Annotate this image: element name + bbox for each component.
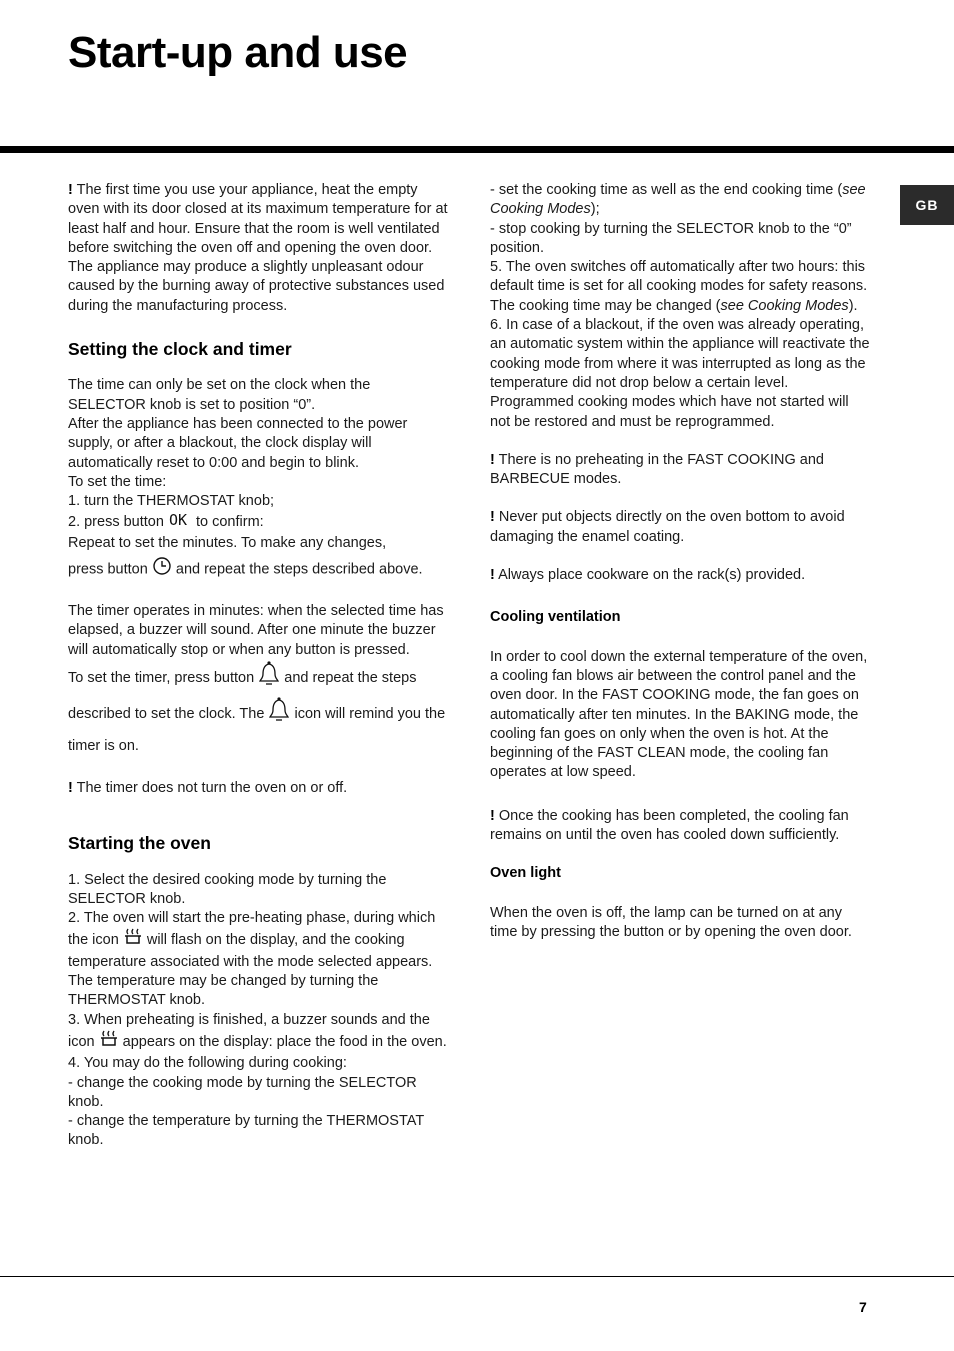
clock-change bbox=[68, 556, 448, 583]
left-column bbox=[68, 181, 448, 1151]
start-step-2-text-b: will flash on the display, and the cooking temperature associated with the mode selected appears. bbox=[68, 932, 433, 970]
cooling-warning bbox=[490, 807, 870, 846]
heading-oven-light: Oven light bbox=[490, 865, 561, 882]
start-step-temp: The temperature may be changed by turning the THERMOSTAT knob. bbox=[68, 973, 379, 1009]
see-cooking-modes-ref: see Cooking Modes bbox=[720, 297, 849, 314]
cooking-time-change-text-b: ). bbox=[848, 297, 858, 314]
language-tab: GB bbox=[900, 185, 954, 225]
intro-warning bbox=[68, 181, 448, 316]
start-step-2-text-a: 2. The oven will start the pre-heating phase, during which the icon bbox=[68, 910, 436, 949]
set-cooking-time-text-b: ); bbox=[590, 201, 600, 218]
note-oven-bottom bbox=[490, 508, 870, 547]
timer-text-c: icon will remind you the timer is on. bbox=[68, 705, 446, 754]
clock-change-text-a: press button bbox=[68, 561, 148, 578]
start-step-3 bbox=[68, 1011, 448, 1055]
warning-mark: ! bbox=[490, 509, 495, 526]
clock-icon bbox=[152, 556, 172, 583]
intro-text: The first time you use your appliance, heat the empty oven with its door closed at its maximum temperature for at least half and hour. Ensure that the room is well ventilated before switching the oven off and opening the oven door. The appliance may produce a slightly unpleasant odour caused by the burning away of protective substances used during the manufacturing process. bbox=[68, 182, 448, 314]
start-step-2 bbox=[68, 909, 448, 972]
start-step-4-mode: - change the cooking mode by turning the SELECTOR knob. bbox=[68, 1074, 417, 1110]
timer-paragraph-2 bbox=[68, 660, 448, 760]
cooling-paragraph: In order to cool down the external temperature of the oven, a cooling fan blows air between the control panel and the oven door. In the FAST COOKING mode, the fan goes on automatically after ten minutes. In the BAKING mode, the cooling fan goes on only when the oven is hot. At the beginning of the FAST CLEAN mode, the cooling fan operates at low speed. bbox=[490, 648, 868, 781]
blackout-paragraph: 6. In case of a blackout, if the oven was already operating, an automatic system within the appliance will reactivate the cooking mode from where it was interrupted as long as the temperature did not drop below a certain level. Programmed cooking modes which have not started will not be restored and must be reprogrammed. bbox=[490, 317, 870, 430]
heading-clock-timer: Setting the clock and timer bbox=[68, 339, 292, 360]
clock-paragraph-2: After the appliance has been connected to the power supply, or after a blackout, the clock display will automatically reset to 0:00 and begin to blink. bbox=[68, 415, 408, 471]
auto-switch-off: 5. The oven switches off automatically after two hours: this default time is set for all cooking modes for safety reasons. bbox=[490, 259, 868, 295]
timer-text-a: To set the timer, press button bbox=[68, 669, 255, 686]
start-step-3-text-a: 3. When preheating is finished, a buzzer sounds and the icon bbox=[68, 1011, 430, 1050]
clock-step-2-text-a: 2. press button bbox=[68, 514, 164, 531]
note-no-preheating bbox=[490, 451, 870, 490]
see-cooking-modes-ref: see Cooking Modes bbox=[490, 182, 866, 218]
clock-repeat: Repeat to set the minutes. To make any changes, bbox=[68, 534, 387, 551]
oven-light-paragraph: When the oven is off, the lamp can be turned on at any time by pressing the button or by opening the oven door. bbox=[490, 904, 852, 940]
heading-starting-oven: Starting the oven bbox=[68, 833, 211, 854]
start-step-4-temp: - change the temperature by turning the THERMOSTAT knob. bbox=[68, 1113, 424, 1149]
timer-paragraph-1: The timer operates in minutes: when the selected time has elapsed, a buzzer will sound. After one minute the buzzer will automatically stop or when any button is pressed. bbox=[68, 603, 444, 658]
warning-mark: ! bbox=[68, 182, 73, 198]
stop-cooking: - stop cooking by turning the SELECTOR knob to the “0” position. bbox=[490, 220, 852, 256]
cooling-warning-text: Once the cooking has been completed, the cooling fan remains on until the oven has cooled down sufficiently. bbox=[490, 807, 849, 844]
heading-cooling-ventilation: Cooling ventilation bbox=[490, 609, 621, 626]
clock-change-text-b: and repeat the steps described above. bbox=[175, 561, 423, 578]
warning-mark: ! bbox=[490, 807, 495, 824]
note-cookware-text: Always place cookware on the rack(s) provided. bbox=[498, 567, 806, 584]
footer-rule bbox=[0, 1276, 954, 1277]
clock-paragraph-3: To set the time: bbox=[68, 473, 167, 490]
preheat-icon bbox=[123, 928, 143, 952]
page-number: 7 bbox=[859, 1299, 867, 1315]
clock-step-2 bbox=[68, 511, 448, 533]
right-column bbox=[490, 181, 870, 942]
warning-mark: ! bbox=[490, 567, 495, 584]
page-title: Start-up and use bbox=[68, 28, 408, 77]
ok-label: OK bbox=[168, 511, 188, 528]
start-step-1: 1. Select the desired cooking mode by turning the SELECTOR knob. bbox=[68, 871, 387, 907]
warning-mark: ! bbox=[490, 451, 495, 468]
ok-button-icon bbox=[168, 511, 192, 533]
note-oven-bottom-text: Never put objects directly on the oven bottom to avoid damaging the enamel coating. bbox=[490, 509, 845, 545]
preheat-icon bbox=[99, 1030, 119, 1054]
timer-text-b: and repeat the steps described to set the clock. The bbox=[68, 669, 417, 722]
bell-icon bbox=[268, 696, 290, 732]
timer-warning bbox=[68, 779, 448, 798]
start-step-3-text-b: appears on the display: place the food in the oven. bbox=[122, 1033, 447, 1050]
note-no-preheating-text: There is no preheating in the FAST COOKING and BARBECUE modes. bbox=[490, 451, 824, 488]
clock-paragraph-1: The time can only be set on the clock when the SELECTOR knob is set to position “0”. bbox=[68, 377, 371, 413]
header-rule bbox=[0, 146, 954, 153]
set-cooking-time-text-a: - set the cooking time as well as the end cooking time ( bbox=[490, 182, 843, 198]
note-cookware bbox=[490, 566, 870, 585]
cooking-time-change-text-a: The cooking time may be changed ( bbox=[490, 297, 721, 314]
set-cooking-time bbox=[490, 181, 870, 220]
cooking-time-change bbox=[490, 297, 870, 316]
start-step-4: 4. You may do the following during cooking: bbox=[68, 1055, 347, 1072]
bell-icon bbox=[258, 660, 280, 696]
clock-step-1: 1. turn the THERMOSTAT knob; bbox=[68, 493, 275, 510]
warning-mark: ! bbox=[68, 779, 73, 796]
timer-warning-text: The timer does not turn the oven on or off. bbox=[76, 779, 348, 796]
clock-step-2-text-b: to confirm: bbox=[195, 514, 264, 531]
